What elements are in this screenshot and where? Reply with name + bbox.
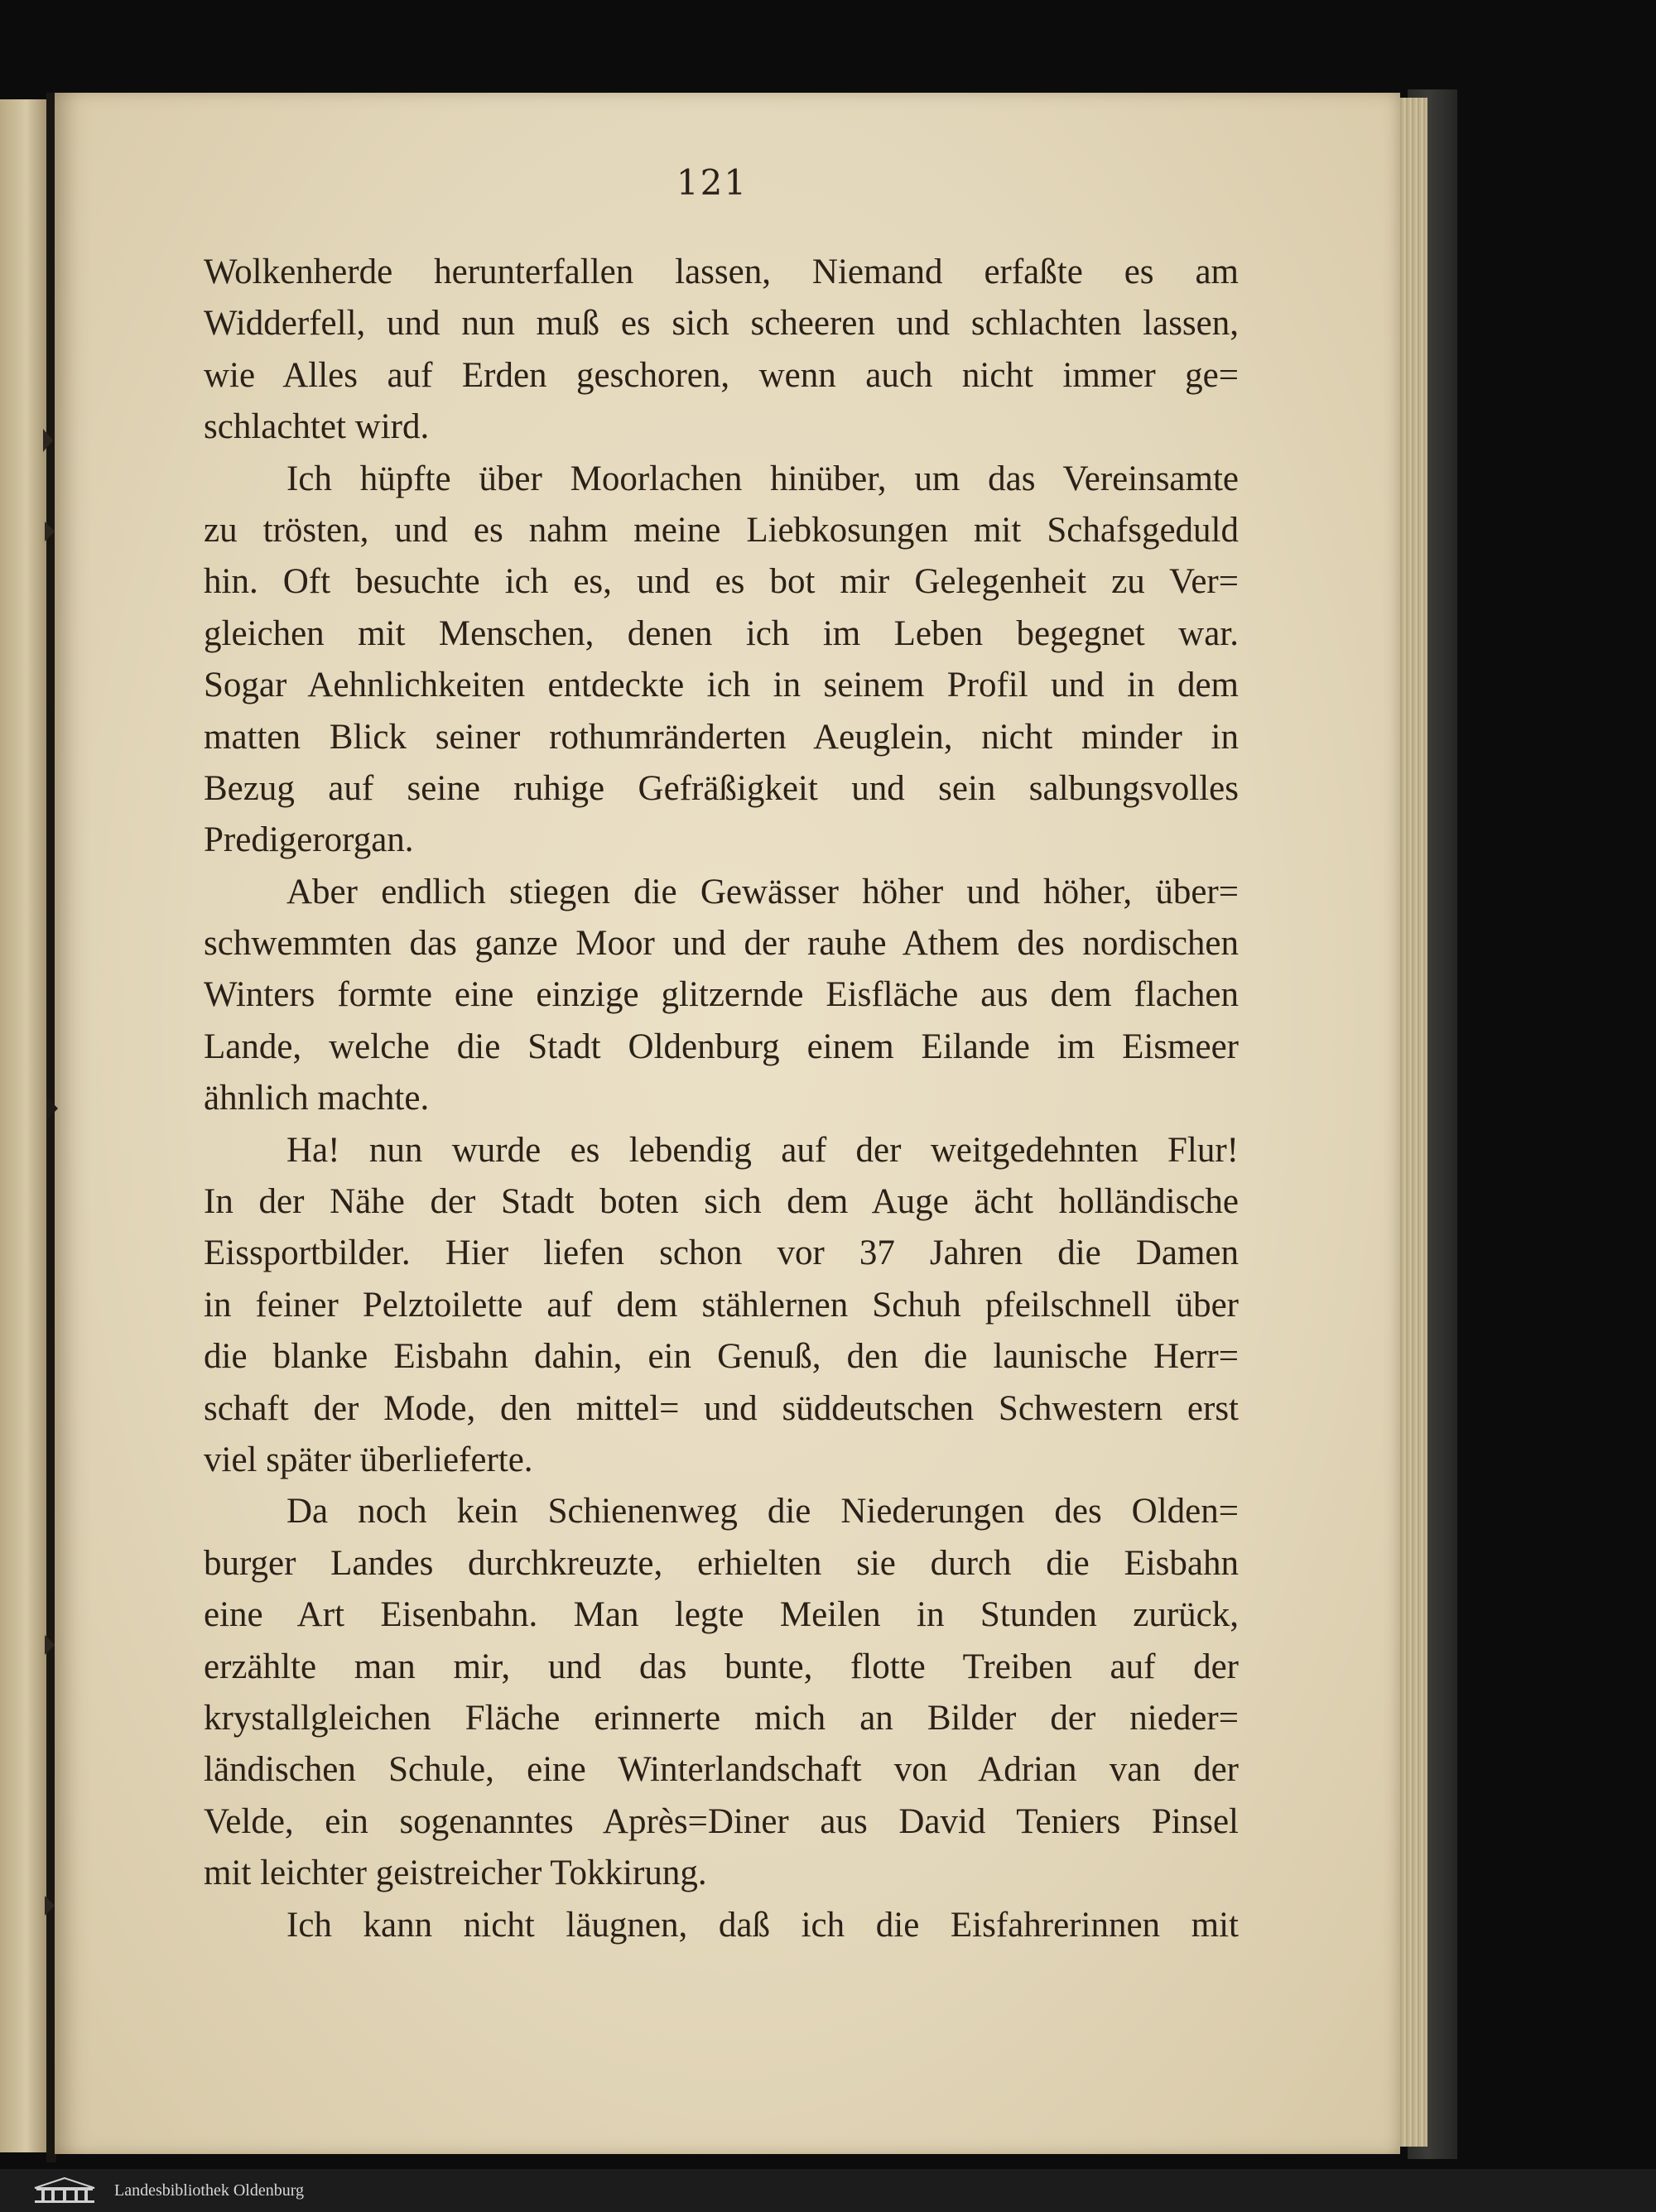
- text-line: schaft der Mode, den mittel= und süddeutschen Schwestern erst: [204, 1388, 1239, 1428]
- text-line: matten Blick seiner rothumränderten Aeuglein, nicht minder in: [204, 717, 1239, 757]
- text-line: in feiner Pelztoilette auf dem stählernen Schuh pfeilschnell über: [204, 1285, 1239, 1325]
- text-line: Eissportbilder. Hier liefen schon vor 37 Jahren die Damen: [204, 1233, 1239, 1273]
- text-line: Velde, ein sogenanntes Après=Diner aus David Teniers Pinsel: [204, 1801, 1239, 1841]
- page-number: 121: [676, 162, 749, 203]
- text-line: wie Alles auf Erden geschoren, wenn auch nicht immer ge=: [204, 355, 1239, 395]
- margin-mark: [46, 1097, 58, 1120]
- text-line: In der Nähe der Stadt boten sich dem Auge ächt holländische: [204, 1182, 1239, 1222]
- text-line: Winters formte eine einzige glitzernde Eisfläche aus dem flachen: [204, 975, 1239, 1015]
- margin-mark: [45, 1896, 55, 1916]
- text-line: Sogar Aehnlichkeiten entdeckte ich in seinem Profil und in dem: [204, 666, 1239, 705]
- page-body-text: [204, 247, 1239, 1951]
- text-line: Aber endlich stiegen die Gewässer höher und höher, über=: [286, 872, 1239, 911]
- text-line: krystallgleichen Fläche erinnerte mich an Bilder der nieder=: [204, 1698, 1239, 1738]
- viewer-footer-bar: [0, 2169, 1656, 2212]
- previous-page-edge: [0, 99, 48, 2152]
- margin-mark: [45, 522, 55, 541]
- text-line: gleichen mit Menschen, denen ich im Leben begegnet war.: [204, 613, 1239, 653]
- text-line: schlachtet wird.: [204, 407, 430, 447]
- text-line: Bezug auf seine ruhige Gefräßigkeit und sein salbungsvolles: [204, 768, 1239, 808]
- text-line: eine Art Eisenbahn. Man legte Meilen in Stunden zurück,: [204, 1595, 1239, 1635]
- text-line: schwemmten das ganze Moor und der rauhe Athem des nordischen: [204, 924, 1239, 964]
- text-line: Da noch kein Schienenweg die Niederungen des Olden=: [286, 1492, 1239, 1532]
- library-building-icon: [25, 2176, 104, 2205]
- text-line: Ich hüpfte über Moorlachen hinüber, um das Vereinsamte: [286, 459, 1239, 498]
- text-line: ländischen Schule, eine Winterlandschaft von Adrian van der: [204, 1750, 1239, 1790]
- text-line: die blanke Eisbahn dahin, ein Genuß, den die launische Herr=: [204, 1337, 1239, 1377]
- margin-mark: [45, 1635, 55, 1655]
- text-line: burger Landes durchkreuzte, erhielten sie durch die Eisbahn: [204, 1543, 1239, 1583]
- text-line: Ich kann nicht läugnen, daß ich die Eisfahrerinnen mit: [286, 1905, 1239, 1945]
- text-line: Lande, welche die Stadt Oldenburg einem Eilande im Eismeer: [204, 1027, 1239, 1066]
- margin-mark: [43, 429, 53, 452]
- text-line: erzählte man mir, und das bunte, flotte Treiben auf der: [204, 1647, 1239, 1686]
- library-name: Landesbibliothek Oldenburg: [114, 2181, 305, 2200]
- text-line: ähnlich machte.: [204, 1079, 430, 1118]
- text-line: mit leichter geistreicher Tokkirung.: [204, 1854, 707, 1893]
- text-line: Predigerorgan.: [204, 820, 414, 860]
- text-line: Widderfell, und nun muß es sich scheeren und schlachten lassen,: [204, 304, 1239, 344]
- text-line: Wolkenherde herunterfallen lassen, Niemand erfaßte es am: [204, 252, 1239, 291]
- text-line: hin. Oft besuchte ich es, und es bot mir Gelegenheit zu Ver=: [204, 562, 1239, 602]
- text-line: Ha! nun wurde es lebendig auf der weitgedehnten Flur!: [286, 1130, 1239, 1170]
- text-line: viel später überlieferte.: [204, 1440, 533, 1479]
- text-line: zu trösten, und es nahm meine Liebkosungen mit Schafsgeduld: [204, 510, 1239, 550]
